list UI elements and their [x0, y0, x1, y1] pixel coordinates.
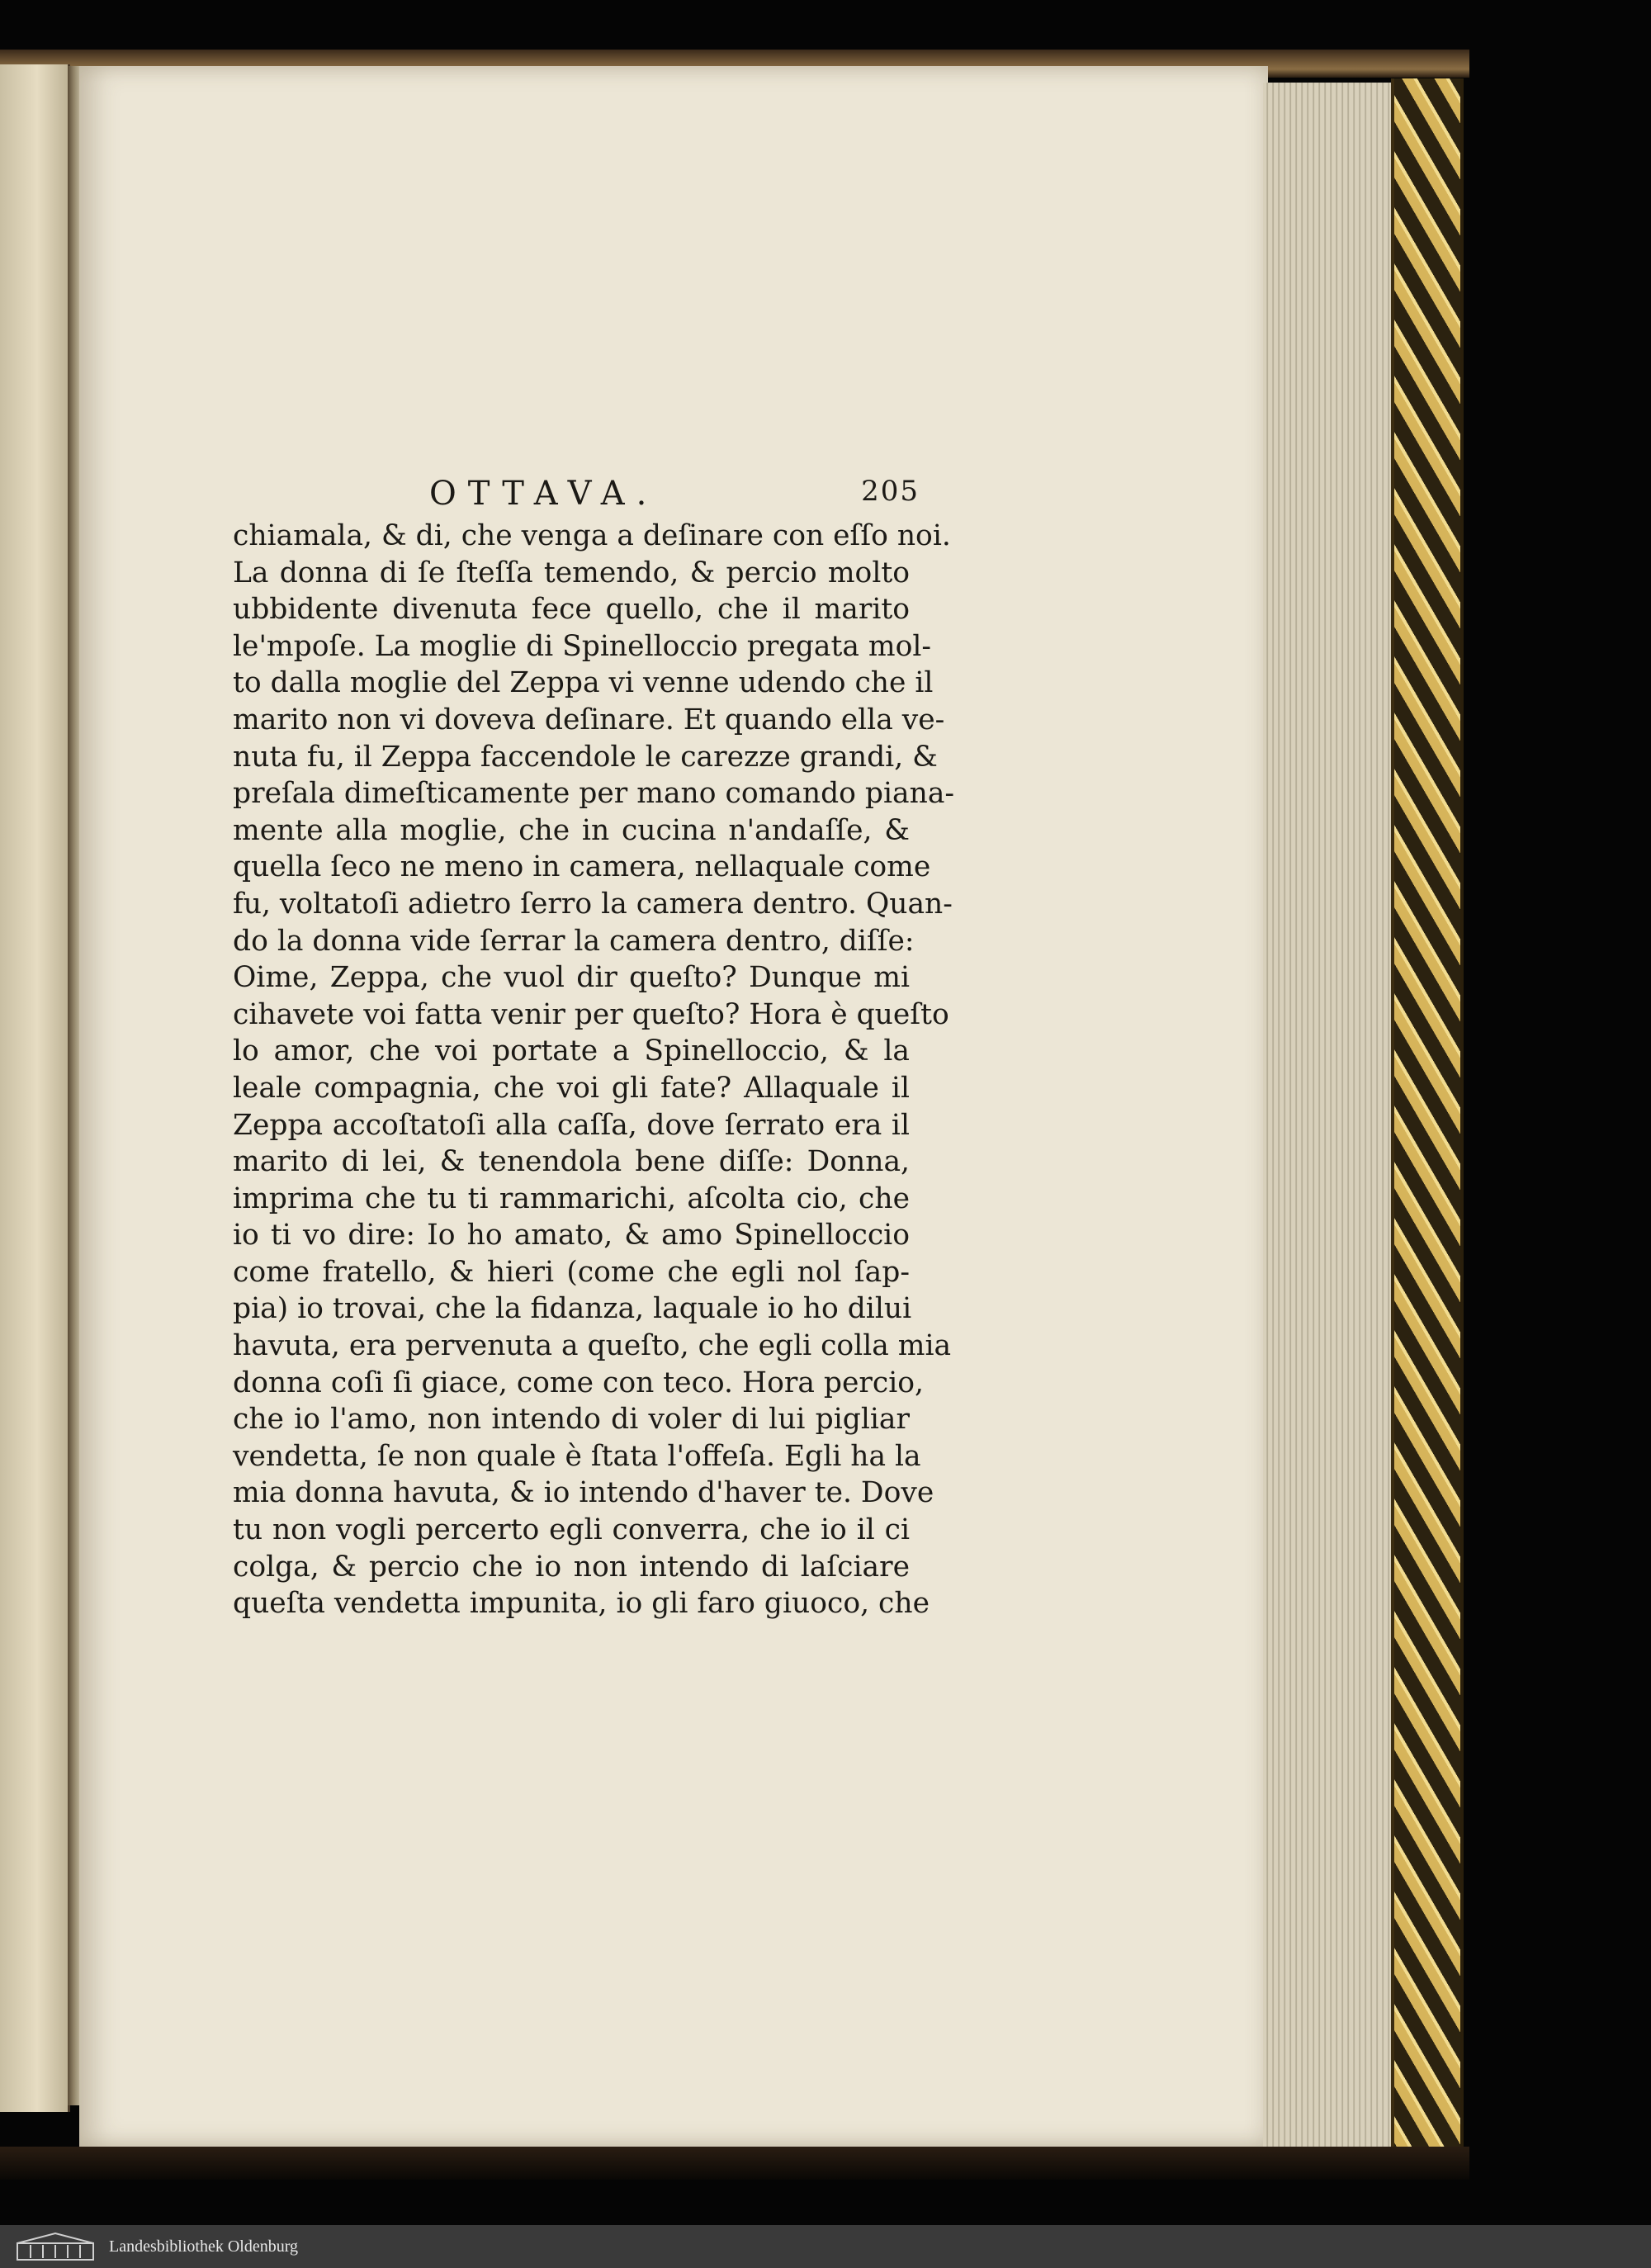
library-building-icon [10, 2229, 101, 2264]
text-line: Zeppa accoſtatoſi alla caſſa, dove ſerrato era il [233, 1108, 910, 1142]
text-line: preſala dimeſticamente per mano comando piana- [233, 777, 955, 811]
text-line: marito di lei, & tenendola bene diſſe: Donna, [233, 1145, 910, 1179]
text-line: nuta fu, il Zeppa faccendole le carezze grandi, & [233, 740, 938, 774]
book-bottom-board [0, 2147, 1469, 2180]
text-line: La donna di ſe ſteſſa temendo, & percio molto [233, 556, 910, 589]
footer-bar [0, 2225, 1651, 2268]
fore-edge-leaves [1263, 83, 1406, 2147]
text-line: leale compagnia, che voi gli fate? Allaquale il [233, 1071, 910, 1105]
text-line: mente alla moglie, che in cucina n'andaſſe, & [233, 813, 910, 847]
text-line: havuta, era pervenuta a queſto, che egli colla mia [233, 1329, 952, 1363]
text-line: lo amor, che voi portate a Spinelloccio, & la [233, 1035, 910, 1068]
left-page-edge [0, 64, 70, 2112]
text-line: to dalla moglie del Zeppa vi venne udendo che il [233, 666, 934, 700]
text-line: quella ſeco ne meno in camera, nellaquale come [233, 850, 931, 884]
text-line: tu non vogli percerto egli converra, che io il ci [233, 1513, 910, 1547]
text-line: come fratello, & hieri (come che egli nol ſap- [233, 1255, 910, 1289]
text-line: marito non vi doveva deſinare. Et quando ella ve- [233, 703, 945, 736]
running-head-title: OTTAVA. [429, 475, 659, 513]
text-line: colga, & percio che io non intendo di laſciare [233, 1550, 910, 1584]
text-line: io ti vo dire: Io ho amato, & amo Spinelloccio [233, 1219, 910, 1252]
text-line: pia) io trovai, che la fidanza, laquale io ho dilui [233, 1292, 912, 1326]
text-line: do la donna vide ſerrar la camera dentro, diſſe: [233, 924, 915, 958]
text-block [233, 475, 955, 1622]
library-name: Landesbibliothek Oldenburg [109, 2237, 299, 2256]
text-line: vendetta, ſe non quale è ſtata l'offeſa. Egli ha la [233, 1439, 921, 1473]
text-line: donna coſi ſi giace, come con teco. Hora percio, [233, 1366, 924, 1399]
text-line: chiamala, & di, che venga a deſinare con eſſo noi. [233, 519, 951, 552]
text-line: queſta vendetta impunita, io gli faro giuoco, che [233, 1587, 930, 1621]
text-line: le'mpoſe. La moglie di Spinelloccio pregata mol- [233, 629, 932, 663]
text-line: fu, voltatoſi adietro ſerro la camera dentro. Quan- [233, 887, 953, 921]
gilt-edge-decoration [1391, 78, 1464, 2159]
text-line: Oime, Zeppa, che vuol dir queſto? Dunque mi [233, 961, 910, 995]
body-text [233, 518, 955, 1622]
text-line: cihavete voi fatta venir per queſto? Hora è queſto [233, 997, 949, 1031]
text-line: imprima che tu ti rammarichi, aſcolta cio, che [233, 1181, 910, 1215]
text-line: che io l'amo, non intendo di voler di lui pigliar [233, 1403, 910, 1437]
page-number: 205 [861, 475, 920, 508]
text-line: mia donna havuta, & io intendo d'haver te. Dove [233, 1476, 934, 1510]
running-head [233, 475, 920, 518]
text-line: ubbidente divenuta fece quello, che il marito [233, 593, 910, 627]
